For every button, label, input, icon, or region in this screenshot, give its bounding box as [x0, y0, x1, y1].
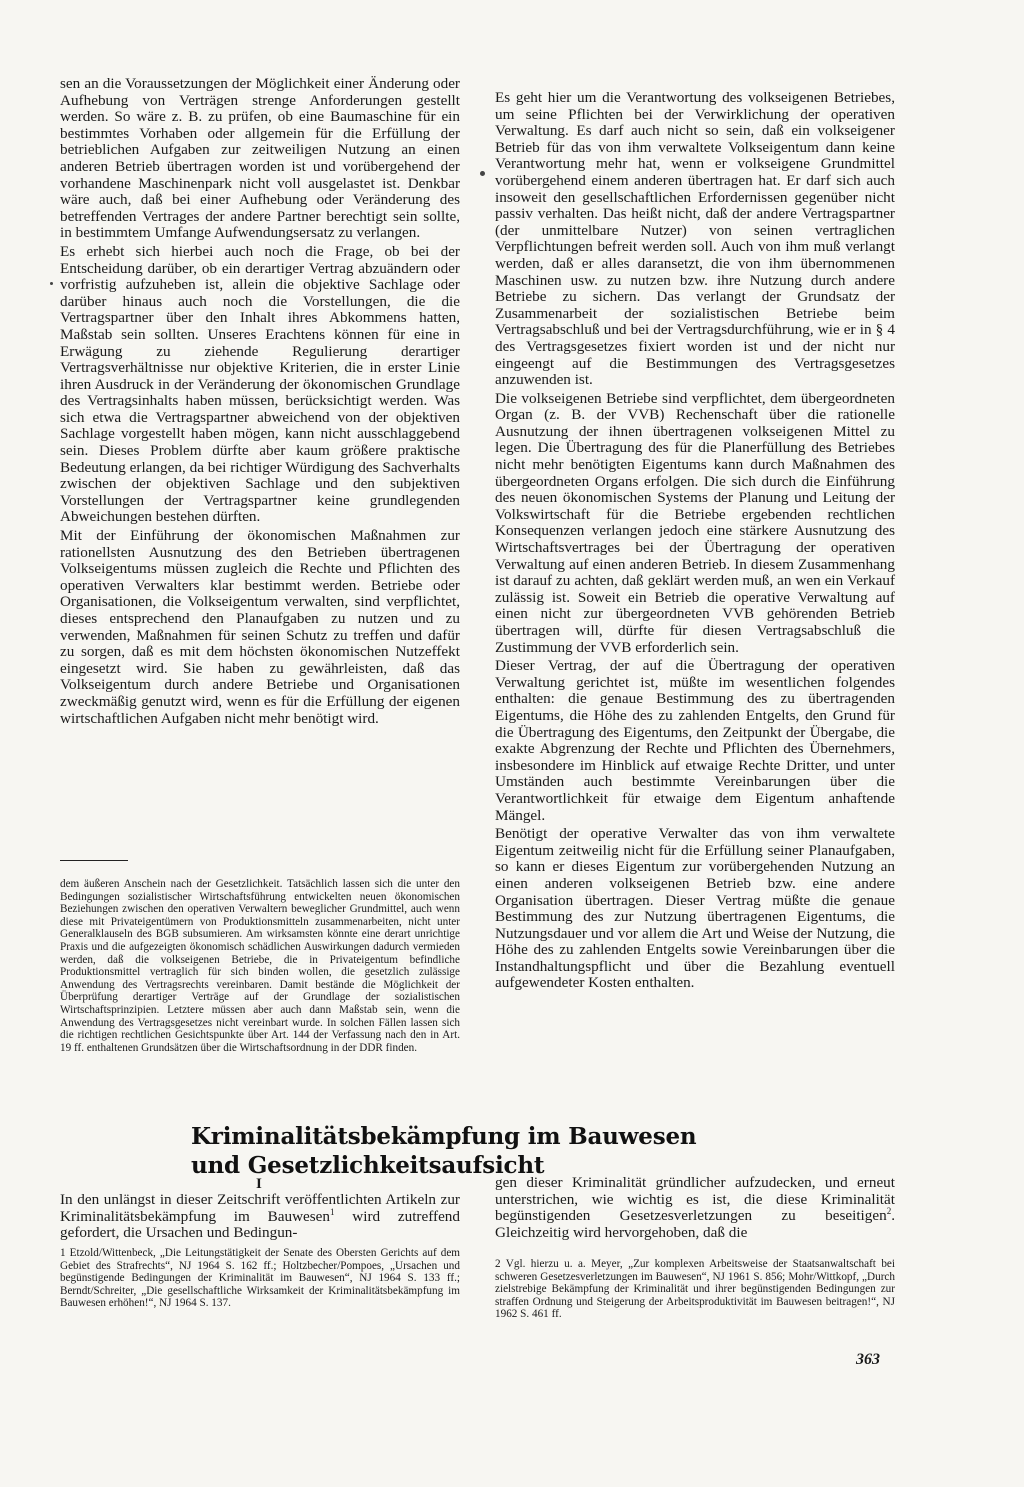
article-text: . Gleichzeitig wird hervorgehoben, daß die — [495, 1207, 895, 1241]
right-paragraph-2: Die volkseigenen Betriebe sind verpflichtet, dem übergeordneten Organ (z. B. der VVB) Rechenschaft über die rationelle Ausnutzung der ihnen übertragenen volkseigenen Mittel zu legen. Die Übertragung des für die Planerfüllung des Betriebes nicht mehr benötigten Eigentums kann durch Maßnahmen des übergeordneten Organs erfolgen. Die sich durch die Einführung des neuen ökonomischen Systems der Planung und Leitung der Volkswirtschaft für die Betriebe ergebenden rechtlichen Konsequenzen verlangen jedoch eine stärkere Ausnutzung des Wirtschaftsvertrages bei der Übertragung der operativen Verwaltung auf einen anderen Betrieb. In diesem Zusammenhang ist darauf zu achten, daß geklärt werden muß, an wen ein Verkauf zulässig ist. Soweit ein Betrieb die operative Verwaltung auf einen nicht zur übergeordneten VVB gehörenden Betrieb übertragen will, dürfte für diesen Vertragsabschluß die Zustimmung der VVB erforderlich sein. — [495, 389, 895, 656]
margin-mark — [480, 171, 485, 176]
article-text: In den unlängst in dieser Zeitschrift veröffentlichten Artikeln zur Kriminalitätsbekämpfung im Bauwesen — [60, 1191, 460, 1225]
left-column — [60, 76, 460, 727]
page-number: 363 — [856, 1351, 880, 1368]
article-title — [191, 1122, 891, 1180]
footnote-continuation: dem äußeren Anschein nach der Gesetzlichkeit. Tatsächlich lassen sich die unter den Bedingungen sozialistischer Wirtschaftsführung entwickelten neuen ökonomischen Beziehungen zwischen den operativen Verwaltern beweglicher Grundmittel, auch wenn diese mit Privateigentümern von Produktionsmitteln zusammenarbeiten, nicht unter Generalklauseln des BGB subsumieren. Am wirksamsten könnte eine derart unrichtige Praxis und die aufgezeigten ökonomisch schädlichen Auswirkungen dadurch vermieden werden, daß die volkseigenen Betriebe, die in Privateigentum befindliche Produktionsmittel vertraglich für sich binden wollen, die gesetzlich zulässige Anwendung des Vertragsrechts vereinbaren. Damit bestände die Möglichkeit der Überprüfung derartiger Verträge auf der Grundlage der sozialistischen Wirtschaftsprinzipien. Letztere müssen aber auch dann Maßstab sein, wenn die Anwendung des Vertragsgesetzes nicht vereinbart wurde. In solchen Fällen lassen sich die richtigen rechtlichen Gesichtspunkte über Art. 144 der Verfassung nach den in Art. 19 ff. enthaltenen Grundsätzen über die Wirtschaftsordnung in der DDR finden. — [60, 878, 460, 1054]
article-text: wird zutreffend gefordert, die Ursachen und Bedingun- — [60, 1207, 460, 1242]
footnote-divider — [60, 860, 128, 861]
margin-mark — [50, 282, 53, 285]
left-paragraph-1: sen an die Voraussetzungen der Möglichkeit einer Änderung oder Aufhebung von Verträgen strenge Anforderungen gestellt werden. So wäre z. B. zu prüfen, ob eine Baumaschine für ein bestimmtes Vorhaben oder allgemein für die Erfüllung der betrieblichen Aufgaben zur zeitweiligen Nutzung an einen anderen Betrieb übertragen worden ist und vorübergehend der vorhandene Maschinenpark nicht voll ausgelastet ist. Denkbar wäre auch, daß bei einer Aufhebung oder Veränderung des betreffenden Vertrages der andere Partner berechtigt sein sollte, in bestimmtem Umfange Aufwendungsersatz zu verlangen. — [60, 75, 460, 242]
footnote-ref: 2 — [886, 1206, 892, 1217]
footnote-1: 1 Etzold/Wittenbeck, „Die Leitungstätigkeit der Senate des Obersten Gerichts auf dem Gebiet des Strafrechts“, NJ 1964 S. 162 ff.; Holtzbecher/Pompoes, „Ursachen und begünstigende Bedingungen der Kriminalität im Bauwesen“, NJ 1964 S. 133 ff.; Berndt/Schreiter, „Die gesellschaftliche Wirksamkeit der Kriminalitätsbekämpfung im Bauwesen erhöhen!“, NJ 1964 S. 137. — [60, 1247, 460, 1310]
article-text: gen dieser Kriminalität gründlicher aufzudecken, und erneut unterstrichen, wie wichtig es ist, die diese Kriminalität begünstigenden Gesetzesverletzungen zu beseitigen — [495, 1174, 895, 1225]
article-intro-left — [60, 1192, 460, 1242]
footnote-ref: 1 — [330, 1206, 335, 1217]
left-paragraph-2: Es erhebt sich hierbei auch noch die Frage, ob bei der Entscheidung darüber, ob ein derartiger Vertrag abzuändern oder vorfristig aufzuheben ist, allein die objektive Sachlage oder darüber hinaus auch noch die Vorstellungen, die die Vertragspartner über den Inhalt ihres Abkommens hatten, Maßstab sein sollten. Unseres Erachtens können für eine in Erwägung zu ziehende Regulierung derartiger Vertragsverhältnisse nur objektive Kriterien, die in erster Linie ihren Ausdruck in der Veränderung der ökonomischen Grundlage des Vertragsinhalts haben müssen, berücksichtigt werden. Was sich etwa die Vertragspartner abweichend von der objektiven Sachlage vorgestellt haben mögen, kann nicht ausschlaggebend sein. Dieses Problem dürfte aber kaum größere praktische Bedeutung erlangen, da bei richtiger Würdigung des Sachverhalts zwischen der objektiven Sachlage und den subjektiven Vorstellungen der Vertragspartner keine grundlegenden Abweichungen bestehen dürften. — [60, 242, 460, 526]
footnote-2: 2 Vgl. hierzu u. a. Meyer, „Zur komplexen Arbeitsweise der Staatsanwaltschaft bei schweren Gesetzesverletzungen im Bauwesen“, NJ 1961 S. 856; Mohr/Wittkopf, „Durch zielstrebige Bekämpfung der Kriminalität und ihrer begünstigenden Bedingungen zur straffen Ordnung und Steigerung der Arbeitsproduktivität im Bauwesen beitragen!“, NJ 1962 S. 461 ff. — [495, 1258, 895, 1321]
right-paragraph-3: Dieser Vertrag, der auf die Übertragung der operativen Verwaltung gerichtet ist, müßte im wesentlichen folgendes enthalten: die genaue Bestimmung des zu übertragenden Eigentums, die Höhe des zu zahlenden Entgelts, den Grund für die Übertragung des Eigentums, den Zeitpunkt der Übergabe, die exakte Abgrenzung der Rechte und Pflichten des Übernehmers, insbesondere im Hinblick auf etwaige Rechte Dritter, und unter Umständen auch bestimmte Vereinbarungen über die Verantwortlichkeit für etwaige dem Eigentum anhaftende Mängel. — [495, 657, 895, 824]
article-title-line-1: Kriminalitätsbekämpfung im Bauwesen — [191, 1123, 697, 1150]
left-paragraph-3: Mit der Einführung der ökonomischen Maßnahmen zur rationellsten Ausnutzung des den Betrieben übertragenen Volkseigentums müssen zugleich die Rechte und Pflichten des operativen Verwalters klar bestimmt werden. Betriebe oder Organisationen, die Volkseigentum verwalten, sind verpflichtet, dieses entsprechend den Planaufgaben zu nutzen und zu verwenden, Maßnahmen für seinen Schutz zu treffen und dafür zu sorgen, daß es mit dem höchsten ökonomischen Nutzeffekt eingesetzt wird. Sie haben zu gewährleisten, daß das Volkseigentum durch andere Betriebe und Organisationen zweckmäßig genutzt wird, wenn es für die Erfüllung der eigenen wirtschaftlichen Aufgaben nicht mehr benötigt wird. — [60, 527, 460, 727]
right-paragraph-1: Es geht hier um die Verantwortung des volkseigenen Betriebes, um seine Pflichten bei der Verwirklichung der operativen Verwaltung. Es darf auch nicht so sein, daß ein volkseigener Betrieb für das von ihm verwaltete Volkseigentum dann keine Verantwortung mehr hat, wenn er volkseigene Grundmittel vorübergehend einem anderen übertragen hat. Er darf sich auch insoweit den gesellschaftlichen Erfordernissen gegenüber nicht passiv verhalten. Das heißt nicht, daß der andere Vertragspartner (der unmittelbare Nutzer) von seinen vertraglichen Verpflichtungen befreit werden soll. Auch von ihm muß verlangt werden, daß er alles daransetzt, die von ihm übernommenen Maschinen usw. zu nutzen bzw. ihre Nutzung durch andere Betriebe zu sichern. Das verlangt der Grundsatz der Zusammenarbeit der sozialistischen Betriebe beim Vertragsabschluß und bei der Vertragsdurchführung, wie er in § 4 des Vertragsgesetzes fixiert worden ist und der nicht nur eingeengt auf die Bestimmungen des Vertragsgesetzes anzuwenden ist. — [495, 89, 895, 389]
article-intro-right — [495, 1175, 895, 1241]
right-column — [495, 90, 895, 992]
article-title-line-2: und Gesetzlichkeitsaufsicht — [191, 1152, 545, 1179]
right-paragraph-4: Benötigt der operative Verwalter das von ihm verwaltete Eigentum zeitweilig nicht für die Erfüllung seiner Planaufgaben, so kann er dieses Eigentum zur vorübergehenden Nutzung an einen anderen volkseigenen Betrieb bzw. eine andere Organisation übertragen. Dieser Vertrag müßte die genaue Bestimmung des zur Nutzung übertragenen Eigentums, die Nutzungsdauer und vor allem die Art und Weise der Nutzung, die Höhe des zu zahlenden Entgelts sowie Vereinbarungen über die Instandhaltungspflicht und über die Bezahlung eventuell aufgewendeter Kosten enthalten. — [495, 825, 895, 992]
section-number: I — [256, 1176, 262, 1192]
